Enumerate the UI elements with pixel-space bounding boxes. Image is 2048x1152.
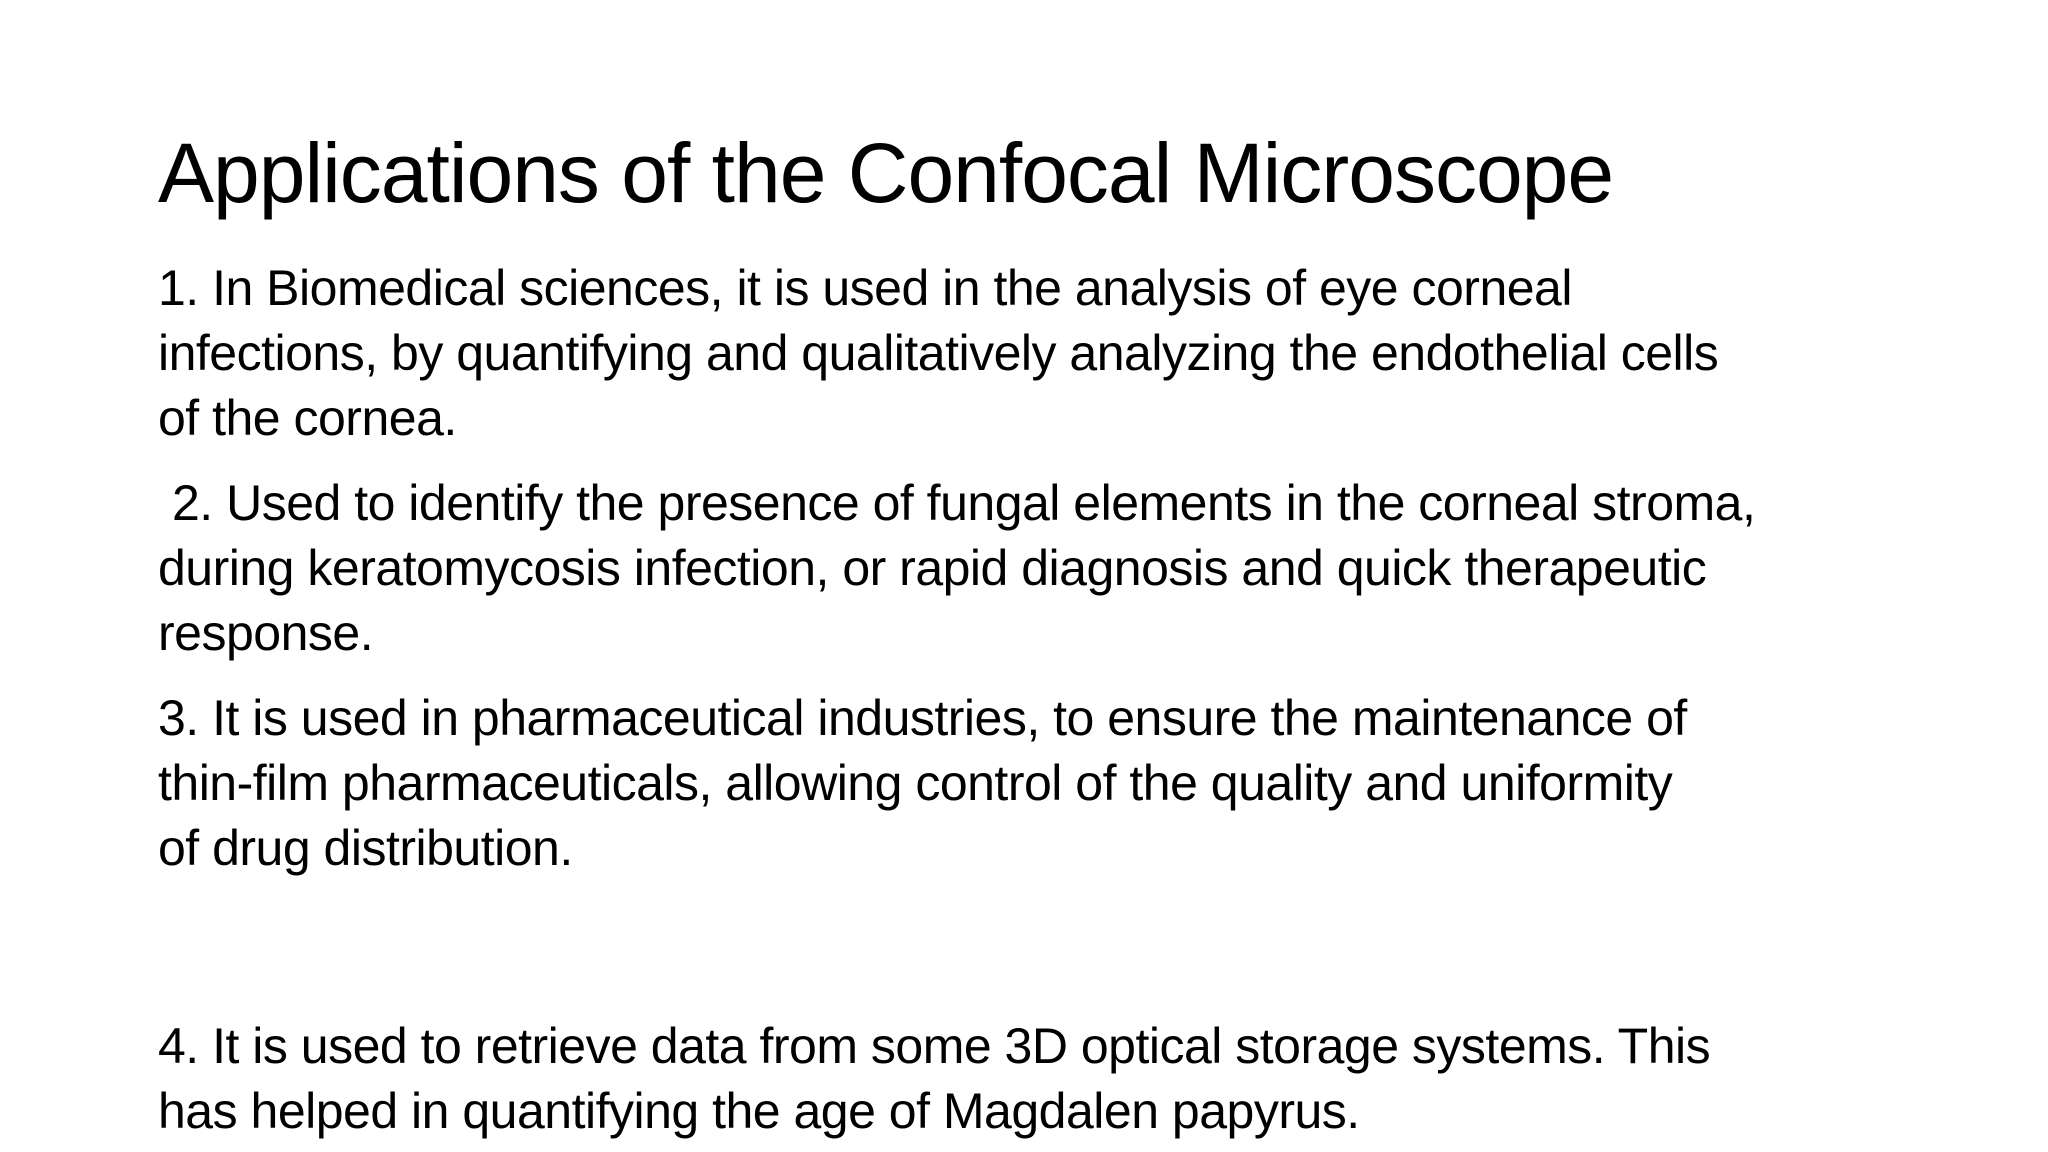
point-2-continued (158, 536, 1998, 666)
point-2 (158, 471, 1998, 536)
point-line: 3. It is used in pharmaceutical industries, to ensure the maintenance of (158, 690, 1687, 746)
point-line: 4. It is used to retrieve data from some 3D optical storage systems. This (158, 1018, 1711, 1074)
point-line: of drug distribution. (158, 820, 573, 876)
point-line: of the cornea. (158, 390, 457, 446)
point-line: has helped in quantifying the age of Magdalen papyrus. (158, 1083, 1360, 1139)
point-line: 2. Used to identify the presence of fungal elements in the corneal stroma, (172, 475, 1756, 531)
slide-content (158, 256, 1998, 1144)
slide-title: Applications of the Confocal Microscope (158, 126, 1614, 220)
point-1 (158, 256, 1998, 451)
point-3 (158, 686, 1998, 881)
point-line: response. (158, 605, 374, 661)
point-line: 1. In Biomedical sciences, it is used in the analysis of eye corneal (158, 260, 1572, 316)
point-line: during keratomycosis infection, or rapid diagnosis and quick therapeutic (158, 540, 1707, 596)
point-4 (158, 1014, 1998, 1144)
point-line: thin-film pharmaceuticals, allowing control of the quality and uniformity (158, 755, 1673, 811)
point-line: infections, by quantifying and qualitatively analyzing the endothelial cells (158, 325, 1719, 381)
